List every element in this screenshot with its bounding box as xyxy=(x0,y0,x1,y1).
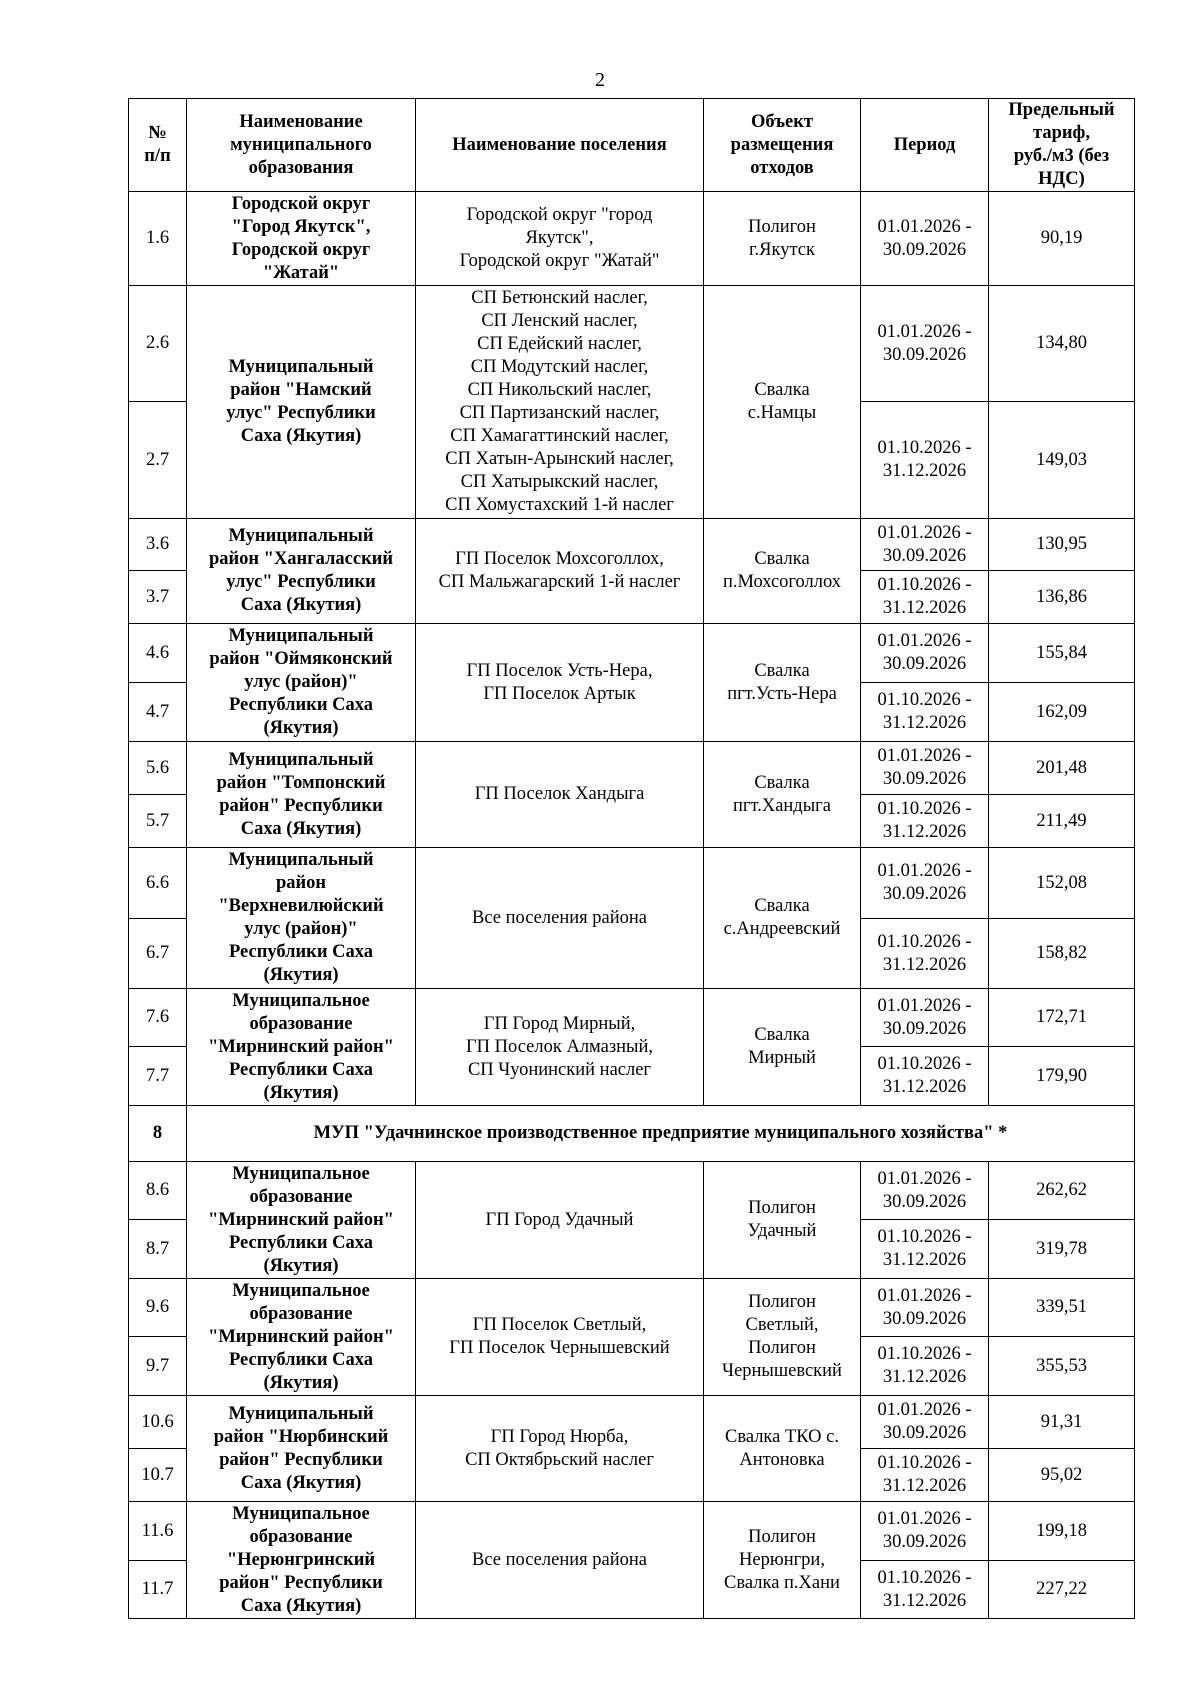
table-row xyxy=(129,1502,1135,1561)
table-row xyxy=(129,1162,1135,1220)
facility-cell: Полигон Удачный xyxy=(704,1162,861,1279)
municipality-cell: Муниципальный район "Хангаласский улус" Республики Саха (Якутия) xyxy=(187,519,416,624)
facility-cell: Свалка с.Андреевский xyxy=(704,848,861,989)
table-row xyxy=(129,989,1135,1047)
table-row xyxy=(129,742,1135,795)
facility-cell: Полигон г.Якутск xyxy=(704,192,861,286)
period-cell: 01.01.2026 - 30.09.2026 xyxy=(861,1279,989,1337)
period-cell: 01.01.2026 - 30.09.2026 xyxy=(861,1396,989,1449)
tariff-cell: 130,95 xyxy=(989,519,1135,571)
settlement-cell: ГП Город Мирный, ГП Поселок Алмазный, СП Чуонинский наслег xyxy=(416,989,704,1106)
municipality-cell: Муниципальный район "Томпонский район" Республики Саха (Якутия) xyxy=(187,742,416,848)
period-cell: 01.10.2026 - 31.12.2026 xyxy=(861,1220,989,1279)
row-number: 9.6 xyxy=(129,1279,187,1337)
period-cell: 01.01.2026 - 30.09.2026 xyxy=(861,742,989,795)
tariff-cell: 152,08 xyxy=(989,848,1135,919)
row-number: 1.6 xyxy=(129,192,187,286)
tariff-cell: 262,62 xyxy=(989,1162,1135,1220)
row-number: 6.6 xyxy=(129,848,187,919)
facility-cell: Свалка п.Мохсоголлох xyxy=(704,519,861,624)
settlement-cell: ГП Поселок Светлый, ГП Поселок Чернышевский xyxy=(416,1279,704,1396)
period-cell: 01.10.2026 - 31.12.2026 xyxy=(861,571,989,624)
tariff-cell: 95,02 xyxy=(989,1449,1135,1502)
table-row xyxy=(129,519,1135,571)
row-number: 10.7 xyxy=(129,1449,187,1502)
row-number: 7.6 xyxy=(129,989,187,1047)
header-settlement: Наименование поселения xyxy=(416,99,704,192)
facility-cell: Полигон Светлый, Полигон Чернышевский xyxy=(704,1279,861,1396)
tariff-cell: 355,53 xyxy=(989,1337,1135,1396)
period-cell: 01.10.2026 - 31.12.2026 xyxy=(861,1047,989,1106)
municipality-cell: Муниципальный район "Оймяконский улус (район)" Республики Саха (Якутия) xyxy=(187,624,416,742)
period-cell: 01.01.2026 - 30.09.2026 xyxy=(861,848,989,919)
facility-cell: Свалка ТКО с. Антоновка xyxy=(704,1396,861,1502)
row-number: 2.6 xyxy=(129,286,187,402)
tariff-table xyxy=(128,98,1135,1619)
settlement-cell: ГП Поселок Хандыга xyxy=(416,742,704,848)
tariff-cell: 199,18 xyxy=(989,1502,1135,1561)
settlement-cell: СП Бетюнский наслег, СП Ленский наслег, СП Едейский наслег, СП Модутский наслег, СП Никольский наслег, СП Партизанский наслег, СП Хамагаттинский наслег, СП Хатын-Арынский наслег, СП Хатырыкский наслег, СП Хомустахский 1-й наслег xyxy=(416,286,704,519)
tariff-cell: 319,78 xyxy=(989,1220,1135,1279)
settlement-cell: ГП Город Удачный xyxy=(416,1162,704,1279)
period-cell: 01.01.2026 - 30.09.2026 xyxy=(861,989,989,1047)
period-cell: 01.10.2026 - 31.12.2026 xyxy=(861,402,989,519)
facility-cell: Свалка Мирный xyxy=(704,989,861,1106)
settlement-cell: Городской округ "город Якутск", Городской округ "Жатай" xyxy=(416,192,704,286)
period-cell: 01.01.2026 - 30.09.2026 xyxy=(861,192,989,286)
row-number: 9.7 xyxy=(129,1337,187,1396)
header-row xyxy=(129,99,1135,192)
settlement-cell: ГП Город Нюрба, СП Октябрьский наслег xyxy=(416,1396,704,1502)
settlement-cell: Все поселения района xyxy=(416,1502,704,1619)
table-row xyxy=(129,192,1135,286)
period-cell: 01.10.2026 - 31.12.2026 xyxy=(861,1561,989,1619)
facility-cell: Свалка пгт.Хандыга xyxy=(704,742,861,848)
municipality-cell: Муниципальное образование "Нерюнгринский район" Республики Саха (Якутия) xyxy=(187,1502,416,1619)
tariff-cell: 162,09 xyxy=(989,683,1135,742)
page-number: 2 xyxy=(595,69,605,91)
municipality-cell: Муниципальное образование "Мирнинский район" Республики Саха (Якутия) xyxy=(187,1279,416,1396)
row-number: 4.7 xyxy=(129,683,187,742)
tariff-cell: 90,19 xyxy=(989,192,1135,286)
row-number: 5.6 xyxy=(129,742,187,795)
period-cell: 01.01.2026 - 30.09.2026 xyxy=(861,286,989,402)
settlement-cell: Все поселения района xyxy=(416,848,704,989)
row-number: 11.6 xyxy=(129,1502,187,1561)
tariff-cell: 179,90 xyxy=(989,1047,1135,1106)
section-row xyxy=(129,1106,1135,1162)
tariff-cell: 201,48 xyxy=(989,742,1135,795)
row-number: 11.7 xyxy=(129,1561,187,1619)
settlement-cell: ГП Поселок Усть-Нера, ГП Поселок Артык xyxy=(416,624,704,742)
row-number: 8.7 xyxy=(129,1220,187,1279)
row-number: 6.7 xyxy=(129,919,187,989)
table-row xyxy=(129,624,1135,683)
period-cell: 01.01.2026 - 30.09.2026 xyxy=(861,624,989,683)
municipality-cell: Муниципальное образование "Мирнинский район" Республики Саха (Якутия) xyxy=(187,989,416,1106)
period-cell: 01.10.2026 - 31.12.2026 xyxy=(861,683,989,742)
table-row xyxy=(129,286,1135,402)
period-cell: 01.10.2026 - 31.12.2026 xyxy=(861,795,989,848)
period-cell: 01.10.2026 - 31.12.2026 xyxy=(861,919,989,989)
tariff-cell: 134,80 xyxy=(989,286,1135,402)
tariff-cell: 339,51 xyxy=(989,1279,1135,1337)
facility-cell: Свалка с.Намцы xyxy=(704,286,861,519)
period-cell: 01.01.2026 - 30.09.2026 xyxy=(861,519,989,571)
section-number: 8 xyxy=(129,1106,187,1162)
tariff-cell: 155,84 xyxy=(989,624,1135,683)
header-municipality: Наименование муниципального образования xyxy=(187,99,416,192)
municipality-cell: Муниципальный район "Намский улус" Республики Саха (Якутия) xyxy=(187,286,416,519)
row-number: 10.6 xyxy=(129,1396,187,1449)
tariff-cell: 158,82 xyxy=(989,919,1135,989)
settlement-cell: ГП Поселок Мохсоголлох, СП Мальжагарский 1-й наслег xyxy=(416,519,704,624)
tariff-cell: 136,86 xyxy=(989,571,1135,624)
municipality-cell: Муниципальный район "Нюрбинский район" Республики Саха (Якутия) xyxy=(187,1396,416,1502)
table-row xyxy=(129,1279,1135,1337)
period-cell: 01.01.2026 - 30.09.2026 xyxy=(861,1502,989,1561)
tariff-cell: 149,03 xyxy=(989,402,1135,519)
tariff-cell: 227,22 xyxy=(989,1561,1135,1619)
row-number: 3.7 xyxy=(129,571,187,624)
row-number: 4.6 xyxy=(129,624,187,683)
tariff-cell: 172,71 xyxy=(989,989,1135,1047)
header-num: № п/п xyxy=(129,99,187,192)
tariff-cell: 211,49 xyxy=(989,795,1135,848)
table-row xyxy=(129,1396,1135,1449)
row-number: 2.7 xyxy=(129,402,187,519)
tariff-cell: 91,31 xyxy=(989,1396,1135,1449)
row-number: 5.7 xyxy=(129,795,187,848)
header-facility: Объект размещения отходов xyxy=(704,99,861,192)
table-row xyxy=(129,848,1135,919)
row-number: 7.7 xyxy=(129,1047,187,1106)
facility-cell: Полигон Нерюнгри, Свалка п.Хани xyxy=(704,1502,861,1619)
period-cell: 01.01.2026 - 30.09.2026 xyxy=(861,1162,989,1220)
row-number: 8.6 xyxy=(129,1162,187,1220)
header-tariff: Предельный тариф, руб./м3 (без НДС) xyxy=(989,99,1135,192)
municipality-cell: Муниципальное образование "Мирнинский район" Республики Саха (Якутия) xyxy=(187,1162,416,1279)
facility-cell: Свалка пгт.Усть-Нера xyxy=(704,624,861,742)
section-title: МУП "Удачнинское производственное предприятие муниципального хозяйства" * xyxy=(187,1106,1135,1162)
row-number: 3.6 xyxy=(129,519,187,571)
period-cell: 01.10.2026 - 31.12.2026 xyxy=(861,1449,989,1502)
period-cell: 01.10.2026 - 31.12.2026 xyxy=(861,1337,989,1396)
municipality-cell: Муниципальный район "Верхневилюйский улус (район)" Республики Саха (Якутия) xyxy=(187,848,416,989)
header-period: Период xyxy=(861,99,989,192)
municipality-cell: Городской округ "Город Якутск", Городской округ "Жатай" xyxy=(187,192,416,286)
